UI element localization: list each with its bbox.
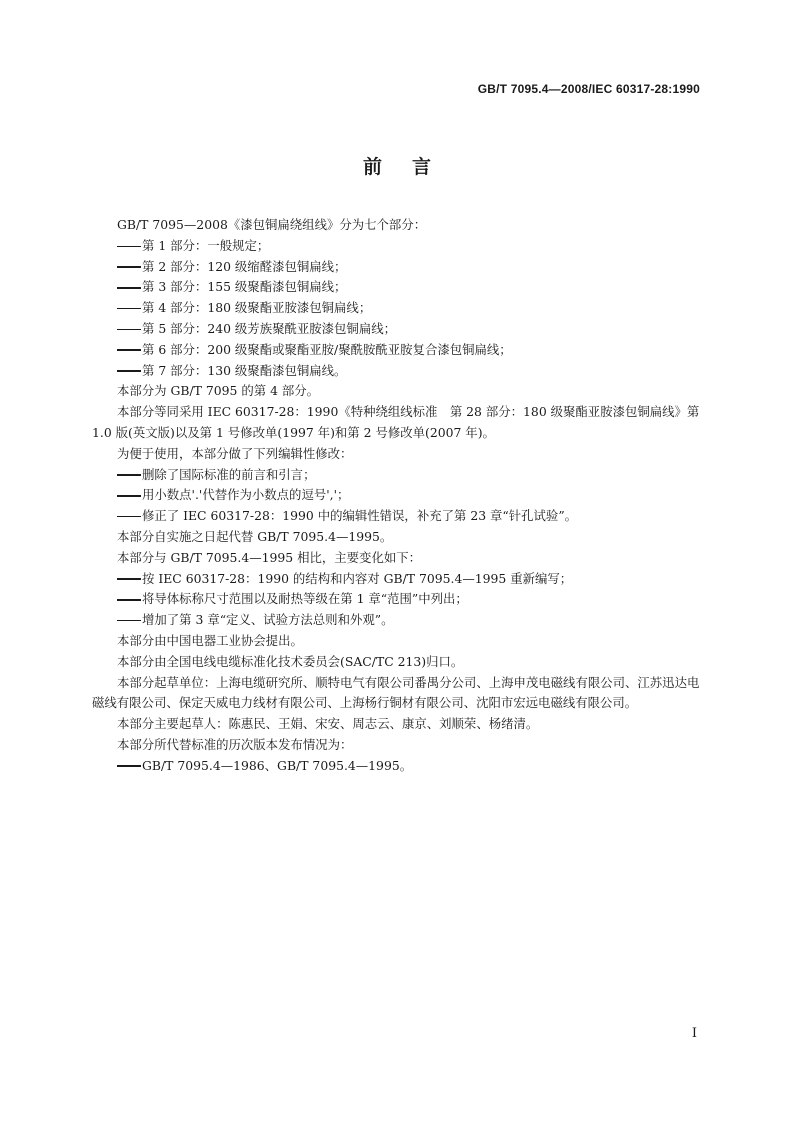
- em-dash-marker: [117, 599, 141, 601]
- paragraph-text: GB/T 7095.4—1986、GB/T 7095.4—1995。: [142, 757, 413, 773]
- dash-list-item: [92, 236, 704, 257]
- em-dash-marker: [117, 474, 141, 476]
- paragraph-text: 本部分为 GB/T 7095 的第 4 部分。: [117, 383, 320, 399]
- page-number: I: [691, 1026, 697, 1041]
- body-paragraph: [92, 548, 704, 569]
- paragraph-text: 本部分等同采用 IEC 60317-28：1990《特种绕组线标准 第 28 部分：180 级聚酯亚胺漆包铜扁线》第 1.0 版(英文版)以及第 1 号修改单(1997 年)和第 2 号修改单(2007 年)。: [92, 404, 700, 440]
- em-dash-marker: [117, 349, 141, 351]
- dash-list-item: [92, 319, 704, 340]
- body-paragraph: [92, 714, 704, 735]
- dash-list-item: [92, 361, 704, 382]
- paragraph-text: 本部分主要起草人：陈惠民、王娟、宋安、周志云、康京、刘顺荣、杨绪清。: [117, 716, 539, 732]
- paragraph-text: 修正了 IEC 60317-28：1990 中的编辑性错误，补充了第 23 章“针孔试验”。: [142, 508, 578, 524]
- em-dash-marker: [117, 516, 141, 518]
- body-paragraph: [92, 735, 704, 756]
- dash-list-item: [92, 277, 704, 298]
- paragraph-text: 增加了第 3 章“定义、试验方法总则和外观”。: [142, 612, 394, 628]
- body-paragraph: [92, 381, 704, 402]
- em-dash-marker: [117, 308, 141, 310]
- body-paragraph: [92, 215, 704, 236]
- em-dash-marker: [117, 370, 141, 372]
- paragraph-text: 本部分由全国电线电缆标准化技术委员会(SAC/TC 213)归口。: [117, 653, 464, 669]
- paragraph-text: 第 1 部分：一般规定；: [142, 237, 270, 253]
- body-paragraph: [92, 652, 704, 673]
- page-title: 前言: [362, 156, 461, 178]
- standard-number-header: GB/T 7095.4—2008/IEC 60317-28:1990: [477, 82, 700, 96]
- paragraph-text: 本部分所代替标准的历次版本发布情况为：: [117, 736, 353, 752]
- foreword-body: [92, 215, 704, 777]
- dash-list-item: [92, 610, 704, 631]
- paragraph-text: 第 6 部分：200 级聚酯或聚酯亚胺/聚酰胺酰亚胺复合漆包铜扁线；: [142, 341, 512, 357]
- paragraph-text: 本部分与 GB/T 7095.4—1995 相比，主要变化如下：: [117, 549, 422, 565]
- paragraph-text: 第 4 部分：180 级聚酯亚胺漆包铜扁线；: [142, 300, 372, 316]
- paragraph-text: 第 7 部分：130 级聚酯漆包铜扁线。: [142, 362, 347, 378]
- paragraph-text: 将导体标称尺寸范围以及耐热等级在第 1 章“范围”中列出；: [142, 591, 468, 607]
- dash-list-item: [92, 756, 704, 777]
- body-paragraph: [92, 444, 704, 465]
- em-dash-marker: [117, 287, 141, 289]
- body-paragraph: [92, 402, 704, 444]
- em-dash-marker: [117, 266, 141, 268]
- paragraph-text: 第 5 部分：240 级芳族聚酰亚胺漆包铜扁线；: [142, 320, 396, 336]
- dash-list-item: [92, 340, 704, 361]
- paragraph-text: 按 IEC 60317-28：1990 的结构和内容对 GB/T 7095.4—1995 重新编写；: [142, 570, 573, 586]
- paragraph-text: 第 2 部分：120 级缩醛漆包铜扁线；: [142, 258, 347, 274]
- dash-list-item: [92, 298, 704, 319]
- paragraph-text: GB/T 7095—2008《漆包铜扁绕组线》分为七个部分：: [117, 217, 427, 232]
- dash-list-item: [92, 465, 704, 486]
- paragraph-text: 用小数点'.'代替作为小数点的逗号','；: [142, 487, 350, 503]
- em-dash-marker: [117, 620, 141, 622]
- em-dash-marker: [117, 329, 141, 331]
- dash-list-item: [92, 485, 704, 506]
- paragraph-text: 删除了国际标准的前言和引言；: [142, 466, 316, 482]
- dash-list-item: [92, 506, 704, 527]
- paragraph-text: 为便于使用，本部分做了下列编辑性修改：: [117, 445, 353, 461]
- paragraph-text: 本部分自实施之日起代替 GB/T 7095.4—1995。: [117, 528, 393, 544]
- body-paragraph: [92, 673, 704, 715]
- em-dash-marker: [117, 578, 141, 580]
- paragraph-text: 本部分起草单位：上海电缆研究所、顺特电气有限公司番禺分公司、上海申茂电磁线有限公司、江苏迅达电磁线有限公司、保定天威电力线材有限公司、上海杨行铜材有限公司、沈阳市宏远电磁线有限公司。: [92, 674, 700, 711]
- em-dash-marker: [117, 246, 141, 248]
- paragraph-text: 第 3 部分：155 级聚酯漆包铜扁线；: [142, 279, 347, 295]
- em-dash-marker: [117, 765, 141, 767]
- paragraph-text: 本部分由中国电器工业协会提出。: [117, 632, 303, 648]
- body-paragraph: [92, 527, 704, 548]
- body-paragraph: [92, 631, 704, 652]
- dash-list-item: [92, 589, 704, 610]
- dash-list-item: [92, 569, 704, 590]
- em-dash-marker: [117, 495, 141, 497]
- dash-list-item: [92, 257, 704, 278]
